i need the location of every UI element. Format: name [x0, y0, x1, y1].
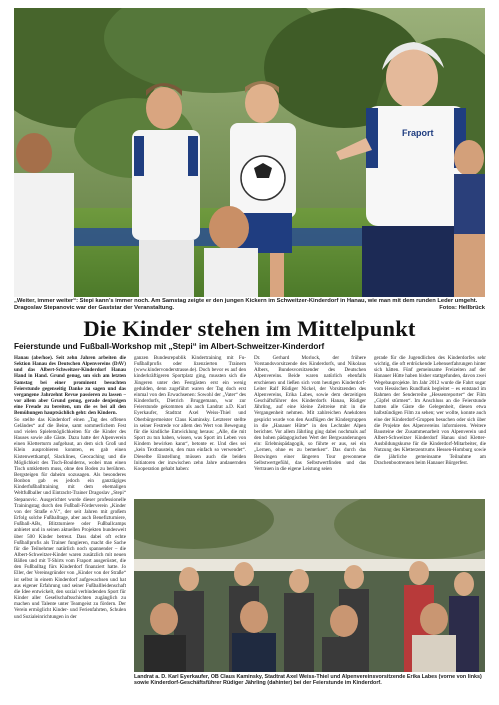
article-paragraph: gerade für die Jugendlichen des Kinderdorfes sehr wichtig, die oft erdrückende Lebenserfahrungen hinter sich hätten. Fünf gemeinsame Freizeiten auf der Hanauer Hütte haben bisher stattgefunden, davon zwei Wegebauprojekte. Im Jahr 2012 wurde die Fahrt sogar vom Hessischen Rundfunk begleitet – es entstand im Rahmen der Senderreihe „Hessenreporter“ der Film „Gipfel stürmen“. Im Anschluss an die Feierstunde hatten alle Gäste die Gelegenheit, diesen etwa halbstündigen Film zu sehen; wer wollte, konnte auch eine der Kinderdorf-Gruppen besuchen oder sich über die Projekte des Alpenvereins informieren. Weitere Bausteine der Zusammenarbeit von Alpenverein und Albert-Schweitzer Kinderdorf Hanau sind Kletter-Ausbildungskurse für die Kinderdorf-Mitarbeiter, die Nutzung des Kletterzentrums Hessen-Homburg sowie die jährliche gemeinsame Teilnahme am Drachenbootrennen beim Hanauer Bürgerfest.: [374, 355, 486, 466]
bottom-photo: [134, 499, 485, 672]
caption-text: „Weiter, immer weiter“: Stepi kann’s immer noch. Am Samstag zeigte er den jungen Kickern im Schweitzer-Kinderdorf in Hanau, wie man mit dem runden Leder umgeht. Dragoslav Stepanovic war der Gaststar der Veranstaltung.: [14, 298, 478, 311]
top-photo-illustration: [14, 8, 485, 297]
article-lead: Hanau (abe/hoe). Seit zehn Jahren arbeiten die Sektion Hanau des Deutschen Alpenvereins (DAV) und das Albert-Schweitzer-Kinderdorf Hanau Hand in Hand. Grund genug, um sich am letzten Samstag bei einer prominent besuchten Feierstunde gegenseitig Danke zu sagen und das vergangene Jahrzehnt Revue passieren zu lassen – vor allem aber Grund genug, gerade denjenigen eine Freude zu bereiten, um die es bei all den Bemühungen hauptsächlich geht: den Kindern.: [14, 355, 126, 417]
bottom-photo-illustration: [134, 499, 485, 672]
article-paragraph: So stellte das Kinderdorf einen „Tag des offenen Geländes“ auf die Beine, samt sommerlichem Fest und vielen Spielemöglichkeiten für die Kinder des Hauses sowie alle Gäste. Dazu hatte der Alpenverein einen Kletterturm aufgebaut, an dem sich Groß und Klein ausprobieren konnten, es gab einen Kistenwettkampf, Slacklines, Geocaching und die Möglichkeit des Tisch-Boulderns, wobei man einen Tisch umklettern muss, ohne den Boden zu berühren. Bergsteigen für daheim sozusagen. Als besonderes Bonbon gab es jedoch ein ganztägiges Kinderfußballtraining mit dem ehemaligen Weltfußballer und Eintracht-Trainer Dragoslav „Stepi“ Stepanovic. Ausgerichtet wurde dieser professionelle Trainingstag durch den Fußball-Förderverein „Kinder von der Straße e.V.“, der seit Jahren mit großem Erfolg solche Fußballtage, aber auch Benefizturniere, Fußball-ABs, Blitzturniere oder Fußballcamps anbietet und in seinen aktuellen Projekten bundesweit über 500 Kinder betreut. Dass dabei oft echte Fußballprofis als Trainer fungieren, macht die Sache für die Teilnehmer natürlich noch spannender – die Albert-Schweitzer-Kinder waren zusätzlich mit neuen Bällen und mit T-Shirts vom Fraport ausgerüstet, die den Fußballtag fürs Kinderdorf finanziert hatte. Jo Eller, der Vereinsgründer von „Kinder von der Straße“ ist selbst in einem Kinderdorf aufgewachsen und hat aus eigener Erfahrung und seiner Fußballleidenschaft die Idee entwickelt, den sozial verbindenden Sport für Kinder aller Gesellschaftsschichten zugänglich zu machen und Talente unter Teamgeist zu fördern. Der Verein ermöglicht Kinder- und Ferienfahrten, Schulen und Sozialeinrichtungen in der: [14, 416, 126, 620]
article-body: [14, 355, 486, 620]
article-column-4: [374, 355, 486, 495]
article-subhead: Feierstunde und Fußball-Workshop mit „Stepi“ im Albert-Schweitzer-Kinderdorf: [14, 342, 325, 351]
article-column-2: [134, 355, 246, 495]
shirt-logo-text: Fraport: [402, 128, 434, 138]
article-column-3: [254, 355, 366, 495]
article-column-1: [14, 355, 126, 695]
article-headline: Die Kinder stehen im Mittelpunkt: [83, 316, 416, 341]
bottom-photo-caption: Landrat a. D. Karl Eyerkaufer, OB Claus Kaminsky, Stadtrat Axel Weiss-Thiel und Alpenvereinsvorsitzende Erika Labes (vorne von links) sowie Kinderdorf-Geschäftsführer Rüdiger Jährling (dahinter) bei der Feierstunde im Kinderdorf.: [134, 674, 482, 687]
article-paragraph: ganzen Bundesrepublik Kindertraining mit Fu-Fußballprofis oder lizenzierten Trainern (www.kindervonderstrasse.de). Doch bevor es auf den kinderkräftigeren Sportplatz ging, mussten sich die Jüngeren unter den Festgästen erst ein wenig gedulden, denn zugeführt waren der Tag doch erst einmal von den Erwachsenen: Sowohl der „Vater“ des Kinderdorfs, Dietrich Bruggemann, war zur Feierstunde gekommen als auch Landrat a.D. Karl Eyerkaufer, Stadtrat Axel Weiss-Thiel und Oberbürgermeister Claus Kaminsky. Letzterer stellte in seiner Festrede vor allem den Wert von Bewegung für die kindliche Entwicklung heraus: „Alle, die mit Sport zu tun haben, wissen, was Sport im Leben von Kindern bewirken kann“, betonte er. Und dies sei „kein Textbaustein, den man einfach so verwendet“. Dieselbe Einstellung müssen auch die beiden Initiatoren der inzwischen zehn Jahre andauernden Kooperation gehabt haben:: [134, 355, 246, 472]
photo-credit: Fotos: Hellbrück: [439, 305, 485, 311]
article-paragraph: Dr. Gerhard Morlock, der frühere Vorstandsvorsitzende des Kinderdorfs, und Nikolaus Albers, Bundesvorsitzender des Deutschen Alpenvereins. Beide waren natürlich ebenfalls erschienen und ließen sich vom heutigen Kinderdorf-Leiter Ralf Rüdiger Nickel, der Vorsitzenden des Alpenvereins, Erika Labes, sowie dem derzeitigen Geschäftsführer des Kinderdorfs Hanau, Rüdiger Jährling, auf eine kleine Zeitreise mit in die Vergangenheit nehmen. Mit zahlreichen Anekdoten gespickt wurde von den Ausflügen der Kindergruppen in die „Hanauer Hütte“ in den Lechtaler Alpen berichtet. Vor allem Jährling ging dabei nochmals auf den hohen pädagogischen Wert der Bergwanderungen ein: Erlebnispädagogik, so führte er aus, sei ein „Lernen, ohne es zu bemerken“. Das durch das Bezwingen einer längeren Tour gewonnene Selbstwertgefühl, das Selbstwertfinden und das Vertrauen in die eigene Leistung seien: [254, 355, 366, 472]
top-photo: [14, 8, 485, 297]
